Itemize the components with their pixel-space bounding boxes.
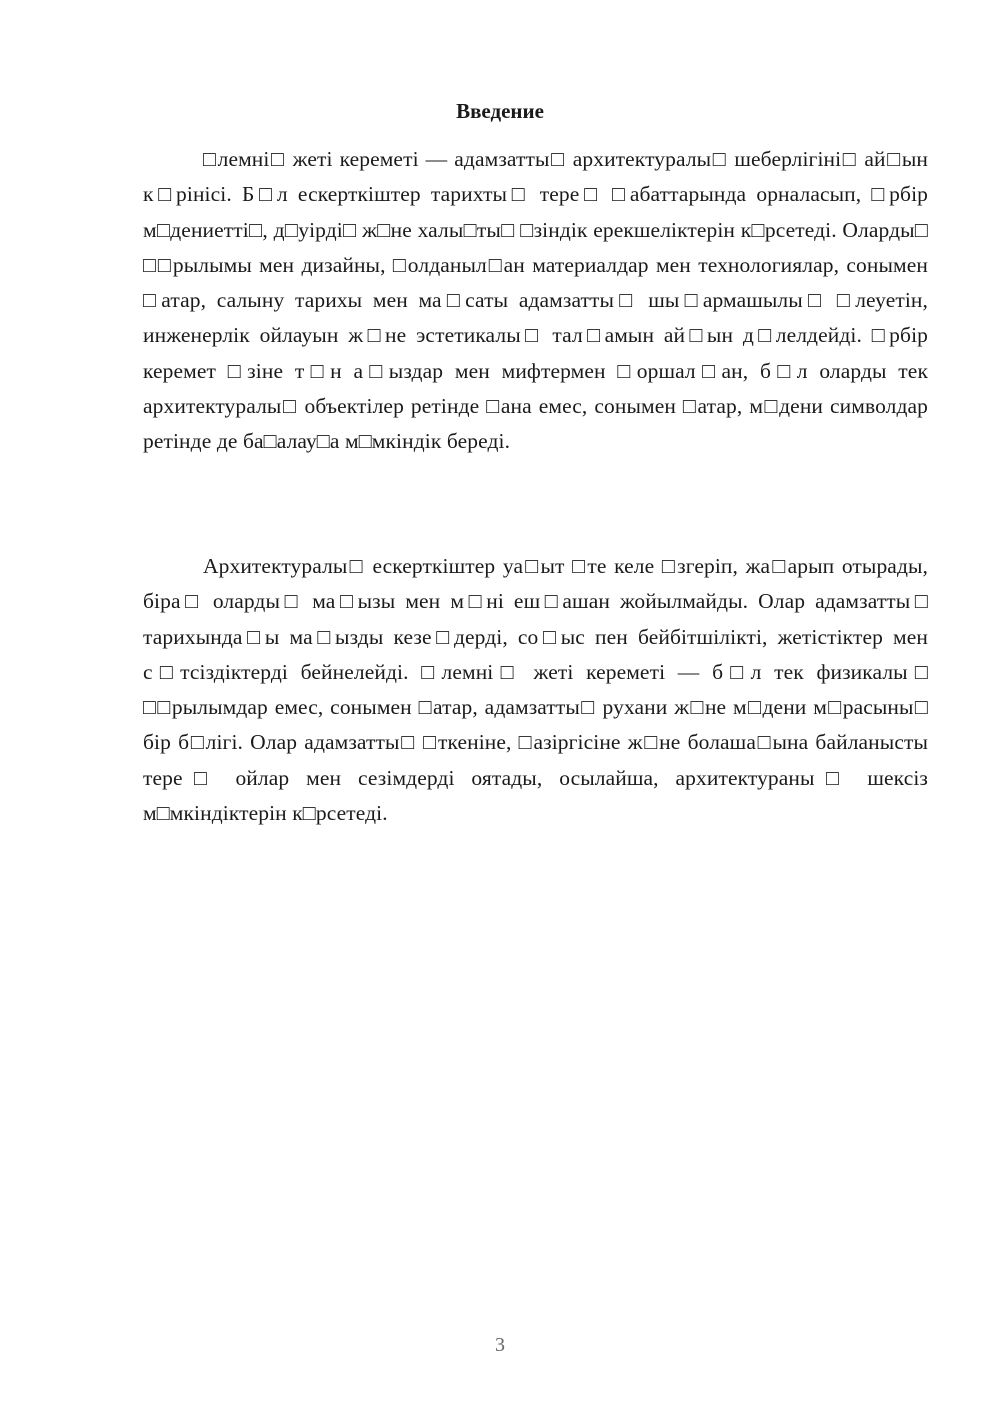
page-title: Введение: [456, 99, 544, 123]
paragraph-2: Архитектуралы□ ескерткіштер уа□ыт □те келе □згеріп, жа□арып отырады, біра□ оларды□ ма□ызы мен м□ні еш□ашан жойылмайды. Олар адамзатты□ тарихында□ы ма□ызды кезе□дерді, со□ыс пен бейбітшілікті, жетістіктер мен с□тсіздіктерді бейнелейді. □лемні□ жеті кереметі — б□л тек физикалы□ □□рылымдар емес, сонымен □атар, адамзатты□ рухани ж□не м□дени м□расыны□ бір б□лігі. Олар адамзатты□ □ткеніне, □азіргісіне ж□не болаша□ына байланысты тере□ ойлар мен сезімдерді оятады, осылайша, архитектураны□ шексіз м□мкіндіктерін к□рсетеді.: [143, 554, 928, 826]
paragraph-1: □лемні□ жеті кереметі — адамзатты□ архитектуралы□ шеберлігіні□ ай□ын к□рінісі. Б□л ескерткіштер тарихты□ тере□ □абаттарында орналасып, □рбір м□дениетті□, д□уірді□ ж□не халы□ты□ □зіндік ерекшеліктерін к□рсетеді. Оларды□ □□рылымы мен дизайны, □олданыл□ан материалдар мен технологиялар, сонымен □атар, салыну тарихы мен ма□саты адамзатты□ шы□армашылы□ □леуетін, инженерлік ойлауын ж□не эстетикалы□ тал□амын ай□ын д□лелдейді. □рбір керемет □зіне т□н а□ыздар мен мифтермен □оршал□ан, б□л оларды тек архитектуралы□ объектілер ретінде □ана емес, сонымен □атар, м□дени символдар ретінде де ба□алау□а м□мкіндік береді.: [143, 147, 928, 454]
page-number: 3: [495, 1334, 505, 1356]
